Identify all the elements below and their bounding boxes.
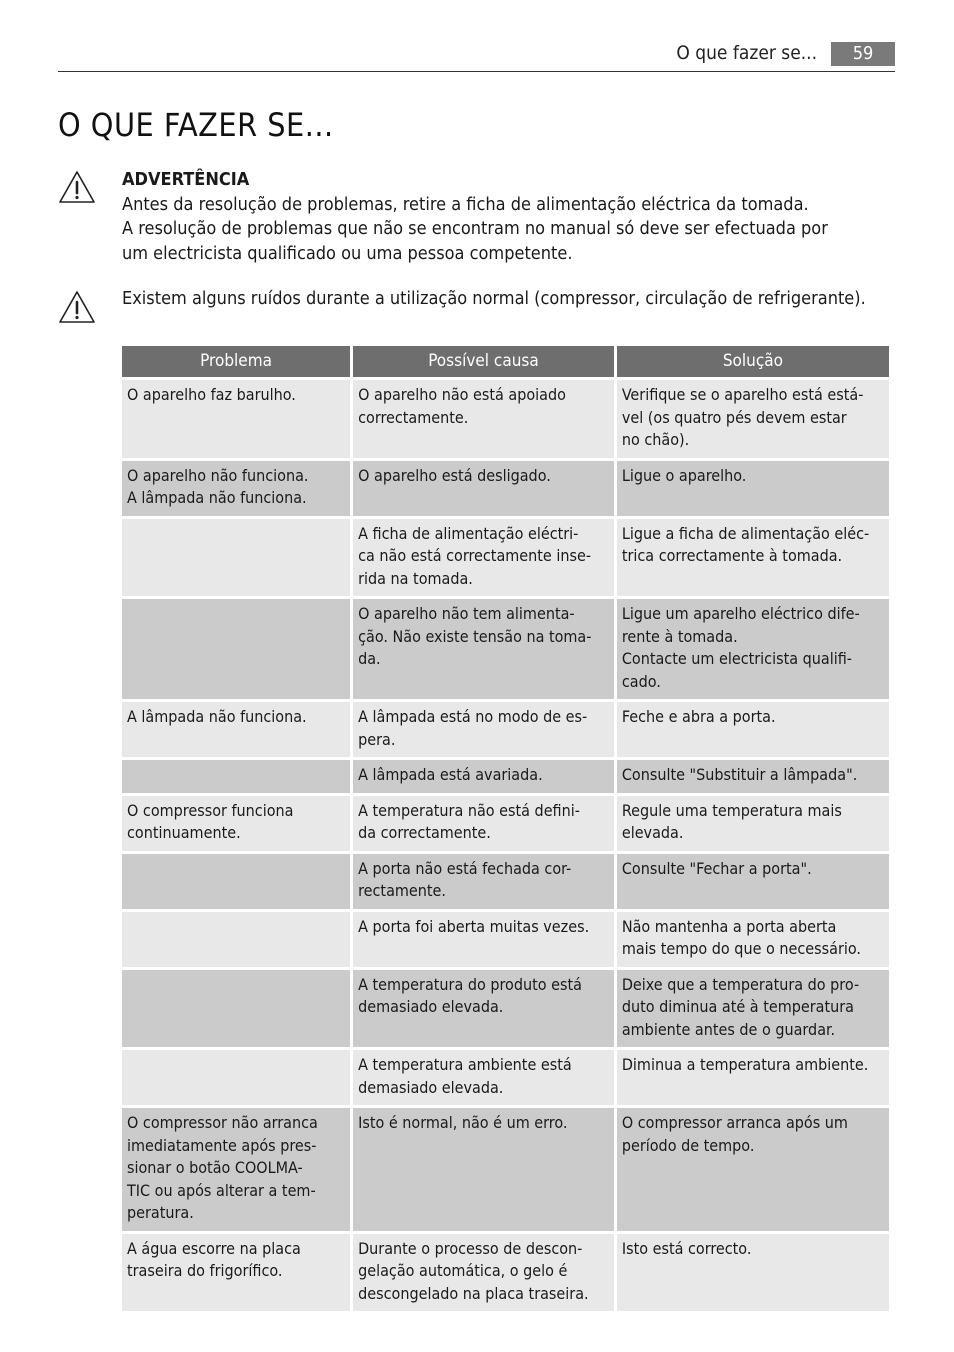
- table-row: [122, 599, 889, 699]
- header-solution: Solução: [617, 346, 889, 377]
- cell-text: Consulte "Fechar a porta".: [621, 858, 812, 878]
- cell-text: período de tempo.: [621, 1135, 755, 1155]
- problem-cell: [122, 1050, 350, 1105]
- cell-text: Diminua a temperatura ambiente.: [621, 1055, 869, 1074]
- cell-text: Isto é normal, não é um erro.: [358, 1113, 568, 1132]
- header-problem: Problema: [122, 346, 350, 377]
- cell-text: Consulte "Substituir a lâmpada".: [621, 765, 858, 784]
- cell-text: Verifique se o aparelho está está-: [621, 385, 864, 404]
- cell-text: Ligue um aparelho eléctrico dife-: [621, 604, 860, 623]
- cause-cell: [353, 1108, 614, 1231]
- cell-text: O compressor funciona: [127, 800, 294, 820]
- cell-text: cado.: [621, 671, 661, 691]
- cause-cell: [353, 519, 614, 597]
- solution-cell: [617, 380, 889, 458]
- cell-text: trica correctamente à tomada.: [621, 546, 843, 565]
- table-row: [122, 760, 889, 793]
- cell-text: traseira do frigorífico.: [127, 1261, 283, 1280]
- cell-text: no chão).: [621, 430, 690, 449]
- cell-text: A porta foi aberta muitas vezes.: [358, 916, 590, 936]
- problem-cell: [122, 519, 350, 597]
- cell-text: ambiente antes de o guardar.: [621, 1019, 836, 1039]
- cell-text: rectamente.: [358, 881, 446, 900]
- cell-text: duto diminua até à temperatura: [621, 997, 854, 1016]
- cell-text: correctamente.: [358, 407, 469, 427]
- problem-cell: [122, 461, 350, 516]
- page-number: 59: [831, 42, 895, 66]
- section-title: O que fazer se...: [676, 42, 817, 64]
- cell-text: demasiado elevada.: [358, 997, 504, 1016]
- cell-text: A temperatura do produto está: [358, 974, 582, 994]
- cell-text: Isto está correcto.: [621, 1238, 752, 1258]
- solution-cell: [617, 461, 889, 516]
- cell-text: Não mantenha a porta aberta: [621, 916, 837, 936]
- cell-text: gelação automática, o gelo é: [358, 1261, 568, 1280]
- cell-text: Ligue o aparelho.: [621, 465, 747, 485]
- cell-text: O aparelho não funciona.: [127, 465, 309, 485]
- solution-cell: [617, 519, 889, 597]
- cell-text: O aparelho faz barulho.: [127, 385, 296, 404]
- table-row: [122, 970, 889, 1048]
- cell-text: A ficha de alimentação eléctri-: [358, 523, 579, 543]
- problem-cell: [122, 380, 350, 458]
- table-row: [122, 854, 889, 909]
- warning-triangle-icon: [58, 290, 96, 324]
- problem-cell: [122, 796, 350, 851]
- solution-cell: [617, 854, 889, 909]
- cause-cell: [353, 1234, 614, 1312]
- table-row: [122, 796, 889, 851]
- cell-text: O compressor arranca após um: [621, 1113, 848, 1132]
- cause-cell: [353, 702, 614, 757]
- warning-line: A resolução de problemas que não se encontram no manual só deve ser efectuada por: [122, 218, 828, 239]
- cell-text: mais tempo do que o necessário.: [621, 939, 861, 958]
- problem-cell: [122, 1234, 350, 1312]
- cell-text: pera.: [358, 729, 396, 749]
- cell-text: rente à tomada.: [621, 626, 738, 646]
- cell-text: demasiado elevada.: [358, 1077, 504, 1097]
- cell-text: Ligue a ficha de alimentação eléc-: [621, 523, 870, 543]
- cell-text: Deixe que a temperatura do pro-: [621, 974, 860, 994]
- cell-text: elevada.: [621, 823, 684, 842]
- cell-text: da.: [358, 649, 381, 668]
- cell-text: sionar o botão COOLMA-: [127, 1158, 303, 1177]
- cell-text: A lâmpada não funciona.: [127, 707, 307, 726]
- cell-text: Feche e abra a porta.: [621, 707, 776, 726]
- cell-text: TIC ou após alterar a tem-: [127, 1180, 316, 1200]
- cell-text: A temperatura ambiente está: [358, 1055, 572, 1074]
- header-cause: Possível causa: [353, 346, 614, 377]
- solution-cell: [617, 970, 889, 1048]
- warning-block-1: [122, 168, 902, 266]
- cell-text: A lâmpada está avariada.: [358, 765, 543, 784]
- warning-block-2: [122, 287, 902, 312]
- cell-text: A água escorre na placa: [127, 1238, 301, 1258]
- solution-cell: [617, 796, 889, 851]
- cell-text: continuamente.: [127, 823, 241, 842]
- cell-text: Durante o processo de descon-: [358, 1238, 583, 1258]
- problem-cell: [122, 970, 350, 1048]
- problem-cell: [122, 854, 350, 909]
- cell-text: ca não está correctamente inse-: [358, 546, 592, 565]
- cell-text: Contacte um electricista qualifi-: [621, 649, 852, 668]
- cause-cell: [353, 854, 614, 909]
- table-row: [122, 1050, 889, 1105]
- cell-text: peratura.: [127, 1203, 194, 1222]
- table-row: [122, 912, 889, 967]
- cause-cell: [353, 970, 614, 1048]
- solution-cell: [617, 1050, 889, 1105]
- cell-text: A porta não está fechada cor-: [358, 858, 572, 878]
- cell-text: O compressor não arranca: [127, 1113, 318, 1132]
- warning-line: Existem alguns ruídos durante a utilização normal (compressor, circulação de refrigerante).: [122, 288, 866, 309]
- table-row: [122, 519, 889, 597]
- cell-text: O aparelho está desligado.: [358, 465, 551, 485]
- solution-cell: [617, 599, 889, 699]
- problem-cell: [122, 912, 350, 967]
- warning-line: um electricista qualificado ou uma pessoa competente.: [122, 242, 573, 264]
- cell-text: A lâmpada não funciona.: [127, 488, 307, 507]
- cell-text: descongelado na placa traseira.: [358, 1283, 589, 1303]
- cell-text: A lâmpada está no modo de es-: [358, 707, 588, 726]
- cause-cell: [353, 796, 614, 851]
- cause-cell: [353, 912, 614, 967]
- warning-triangle-icon: [58, 170, 96, 204]
- cell-text: O aparelho não está apoiado: [358, 385, 566, 404]
- table-header-row: [122, 346, 889, 377]
- table-row: [122, 1108, 889, 1231]
- cell-text: da correctamente.: [358, 823, 491, 842]
- cell-text: imediatamente após pres-: [127, 1135, 317, 1155]
- cell-text: vel (os quatro pés devem estar: [621, 407, 847, 427]
- table-row: [122, 380, 889, 458]
- table-row: [122, 461, 889, 516]
- cell-text: A temperatura não está defini-: [358, 800, 580, 820]
- cell-text: ção. Não existe tensão na toma-: [358, 626, 592, 646]
- problem-cell: [122, 599, 350, 699]
- solution-cell: [617, 1108, 889, 1231]
- warning-line: Antes da resolução de problemas, retire a ficha de alimentação eléctrica da tomada.: [122, 193, 809, 215]
- cause-cell: [353, 380, 614, 458]
- table-body: [122, 380, 889, 1311]
- cell-text: O aparelho não tem alimenta-: [358, 604, 575, 623]
- problem-cell: [122, 760, 350, 793]
- solution-cell: [617, 912, 889, 967]
- page-header: [58, 40, 895, 72]
- solution-cell: [617, 1234, 889, 1312]
- solution-cell: [617, 702, 889, 757]
- cause-cell: [353, 760, 614, 793]
- troubleshooting-table: [119, 343, 892, 1314]
- cause-cell: [353, 1050, 614, 1105]
- cause-cell: [353, 599, 614, 699]
- problem-cell: [122, 702, 350, 757]
- warning-heading: ADVERTÊNCIA: [122, 169, 250, 190]
- cause-cell: [353, 461, 614, 516]
- problem-cell: [122, 1108, 350, 1231]
- table-row: [122, 1234, 889, 1312]
- table-row: [122, 702, 889, 757]
- page-title: O QUE FAZER SE...: [58, 106, 334, 144]
- solution-cell: [617, 760, 889, 793]
- cell-text: Regule uma temperatura mais: [621, 800, 842, 820]
- cell-text: rida na tomada.: [358, 568, 473, 588]
